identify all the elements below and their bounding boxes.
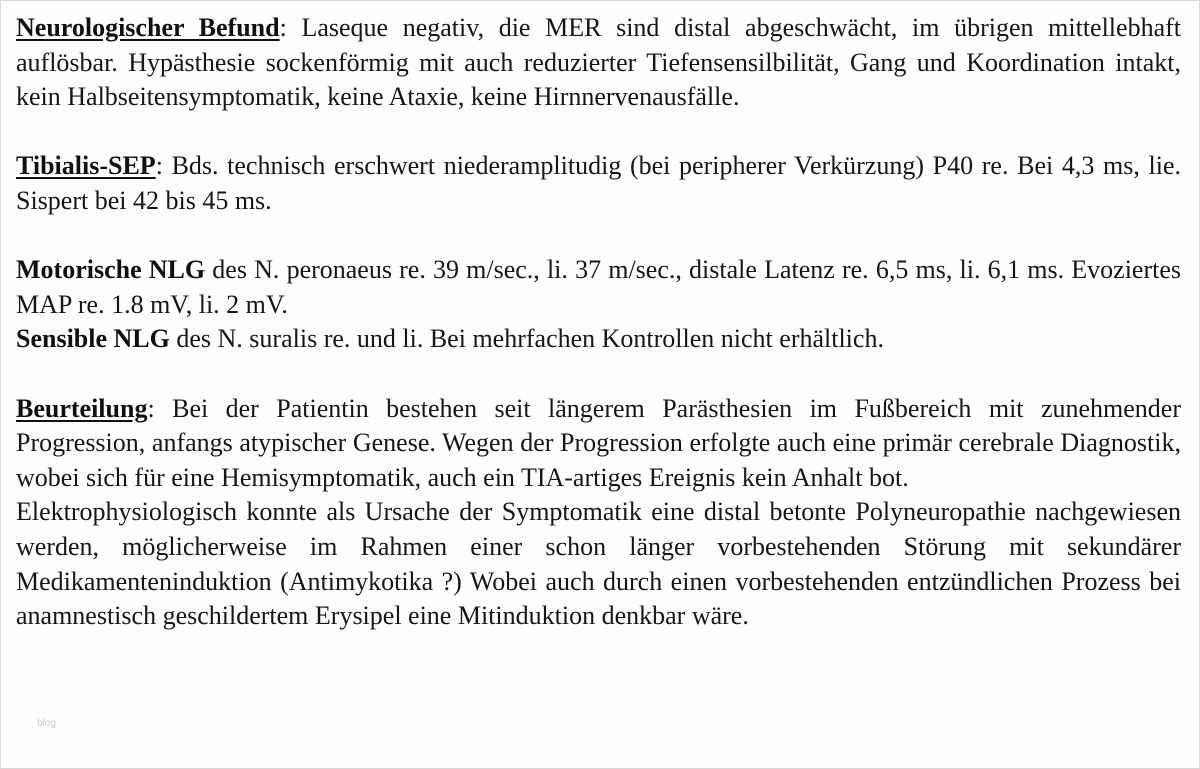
assessment-paragraph: [16, 392, 1181, 496]
section-nerve-conduction: [16, 253, 1181, 357]
heading-separator: :: [155, 151, 172, 181]
medical-report: [16, 11, 1181, 634]
section-neurological-findings: [16, 11, 1181, 115]
heading-separator: :: [279, 13, 302, 42]
sensory-nlg-paragraph: [16, 322, 1181, 357]
section-tibialis-sep: [16, 149, 1181, 218]
sensory-nlg-heading: Sensible NLG: [16, 324, 170, 354]
tibialis-sep-text: Bds. technisch erschwert niederamplitudig (bei peripherer Verkürzung) P40 re. Bei 4,3 ms, lie. Sispert bei 42 bis 45 ms.: [16, 151, 1181, 215]
assessment-text-2: Elektrophysiologisch konnte als Ursache der Symptomatik eine distal betonte Polyneuropathie nachgewiesen werden, möglicherweise im Rahmen einer schon länger vorbestehenden Störung mit sekundärer Medikamenteninduktion (Antimykotika ?) Wobei auch durch einen vorbestehenden entzündlichen Prozess bei anamnestisch geschildertem Erysipel eine Mitinduktion denkbar wäre.: [16, 497, 1181, 631]
neurological-findings-text: Laseque negativ, die MER sind distal abgeschwächt, im übrigen mittellebhaft auflösbar. Hypästhesie sockenförmig mit auch reduzierter Tiefensensilbilität, Gang und Koordination intakt, kein Halbseitensymptomatik, keine Ataxie, keine Hirnnervenausfälle.: [16, 13, 1181, 112]
watermark-text: blog: [37, 718, 56, 729]
heading-separator: :: [147, 393, 173, 423]
assessment-heading: Beurteilung: [16, 393, 148, 423]
motor-nlg-paragraph: [16, 253, 1181, 322]
motor-nlg-heading: Motorische NLG: [16, 255, 206, 285]
tibialis-sep-heading: Tibialis-SEP: [16, 151, 156, 181]
neurological-findings-paragraph: [16, 11, 1181, 115]
neurological-findings-heading: Neurologischer Befund: [16, 13, 280, 42]
assessment-paragraph-2: [16, 495, 1181, 633]
assessment-text: Bei der Patientin bestehen seit längerem Parästhesien im Fußbereich mit zunehmender Progression, anfangs atypischer Genese. Wegen der Progression erfolgte auch eine primär cerebrale Diagnostik, wobei sich für eine Hemisymptomatik, auch ein TIA-artiges Ereignis kein Anhalt bot.: [16, 393, 1181, 492]
section-assessment: [16, 392, 1181, 634]
sensory-nlg-text: des N. suralis re. und li. Bei mehrfachen Kontrollen nicht erhältlich.: [169, 324, 884, 354]
tibialis-sep-paragraph: [16, 149, 1181, 218]
motor-nlg-text: des N. peronaeus re. 39 m/sec., li. 37 m/sec., distale Latenz re. 6,5 ms, li. 6,1 ms. Evoziertes MAP re. 1.8 mV, li. 2 mV.: [16, 255, 1182, 319]
